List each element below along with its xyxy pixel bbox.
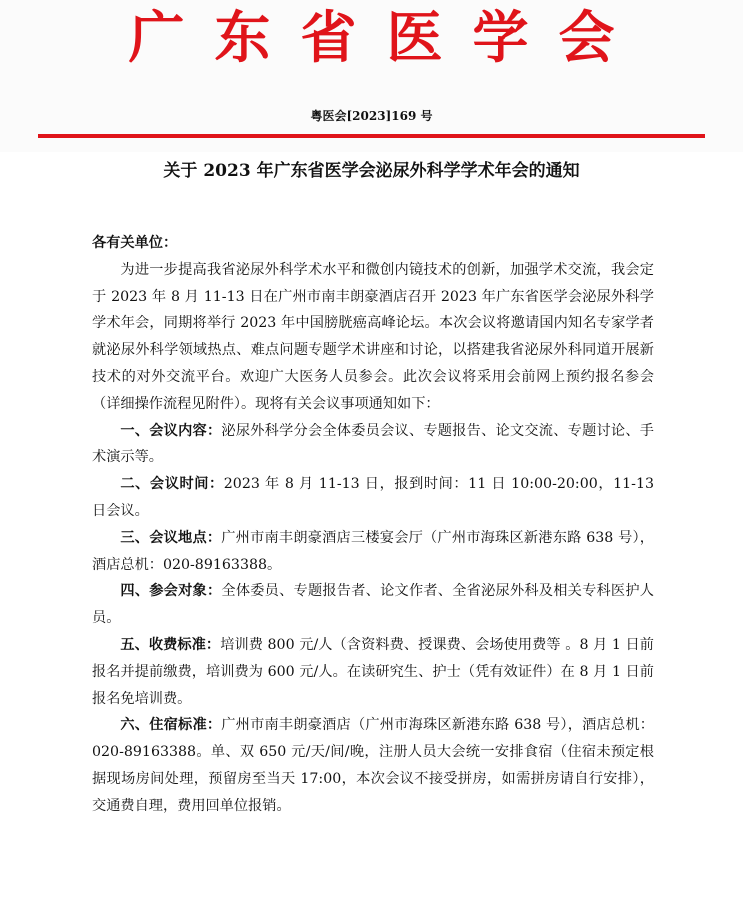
section-content: [92, 418, 654, 472]
section-time: [92, 471, 654, 525]
masthead: [0, 0, 743, 152]
document-title: 关于 2023 年广东省医学会泌尿外科学学术年会的通知: [163, 161, 580, 181]
red-divider: [38, 134, 705, 138]
section-label: 二、会议时间：: [120, 476, 224, 493]
section-label: 三、会议地点：: [120, 529, 222, 546]
intro-paragraph: 为进一步提高我省泌尿外科学术水平和微创内镜技术的创新，加强学术交流，我会定于 2023 年 8 月 11-13 日在广州市南丰朗豪酒店召开 2023 年广东省医学会泌尿外科学学术年会，同期将举行 2023 年中国膀胱癌高峰论坛。本次会议将邀请国内知名专家学者就泌尿外科学领域热点、难点问题专题学术讲座和讨论，以搭建我省泌尿外科同道开展新技术的对外交流平台。欢迎广大医务人员参会。此次会议将采用会前网上预约报名参会（详细操作流程见附件）。现将有关会议事项通知如下：: [92, 261, 654, 412]
section-label: 一、会议内容：: [120, 422, 222, 439]
section-accommodation: [92, 712, 654, 819]
section-attendees: [92, 578, 654, 632]
section-text: 广州市南丰朗豪酒店三楼宴会厅（广州市海珠区新港东路 638 号），酒店总机：020-89163388。: [92, 529, 654, 573]
section-fees: [92, 632, 654, 712]
section-text: 2023 年 8 月 11-13 日，报到时间：11 日 10:00-20:00，11-13 日会议。: [92, 476, 654, 519]
section-label: 四、参会对象：: [120, 583, 222, 600]
document-number: 粤医会[2023]169 号: [310, 109, 433, 123]
section-venue: [92, 525, 654, 579]
salutation: 各有关单位：: [92, 235, 178, 251]
section-text: 泌尿外科学分会全体委员会议、专题报告、论文交流、专题讨论、手术演示等。: [92, 422, 654, 466]
section-text: 培训费 800 元/人（含资料费、授课费、会场使用费等 。8 月 1 日前报名并提前缴费，培训费为 600 元/人。在读研究生、护士（凭有效证件）在 8 月 1 日前报名免培训费。: [92, 636, 654, 707]
organization-name: 广东省医学会: [128, 5, 645, 71]
document-body: [92, 230, 654, 820]
section-text: 全体委员、专题报告者、论文作者、全省泌尿外科及相关专科医护人员。: [92, 583, 654, 627]
section-label: 六、住宿标准：: [120, 717, 222, 734]
section-text: 广州市南丰朗豪酒店（广州市海珠区新港东路 638 号），酒店总机：020-89163388。单、双 650 元/天/间/晚，注册人员大会统一安排食宿（住宿未预定根据现场房间处理，预留房至当天 17:00，本次会议不接受拼房，如需拼房请自行安排），交通费自理，费用回单位报销。: [92, 717, 654, 814]
section-label: 五、收费标准：: [120, 636, 221, 653]
